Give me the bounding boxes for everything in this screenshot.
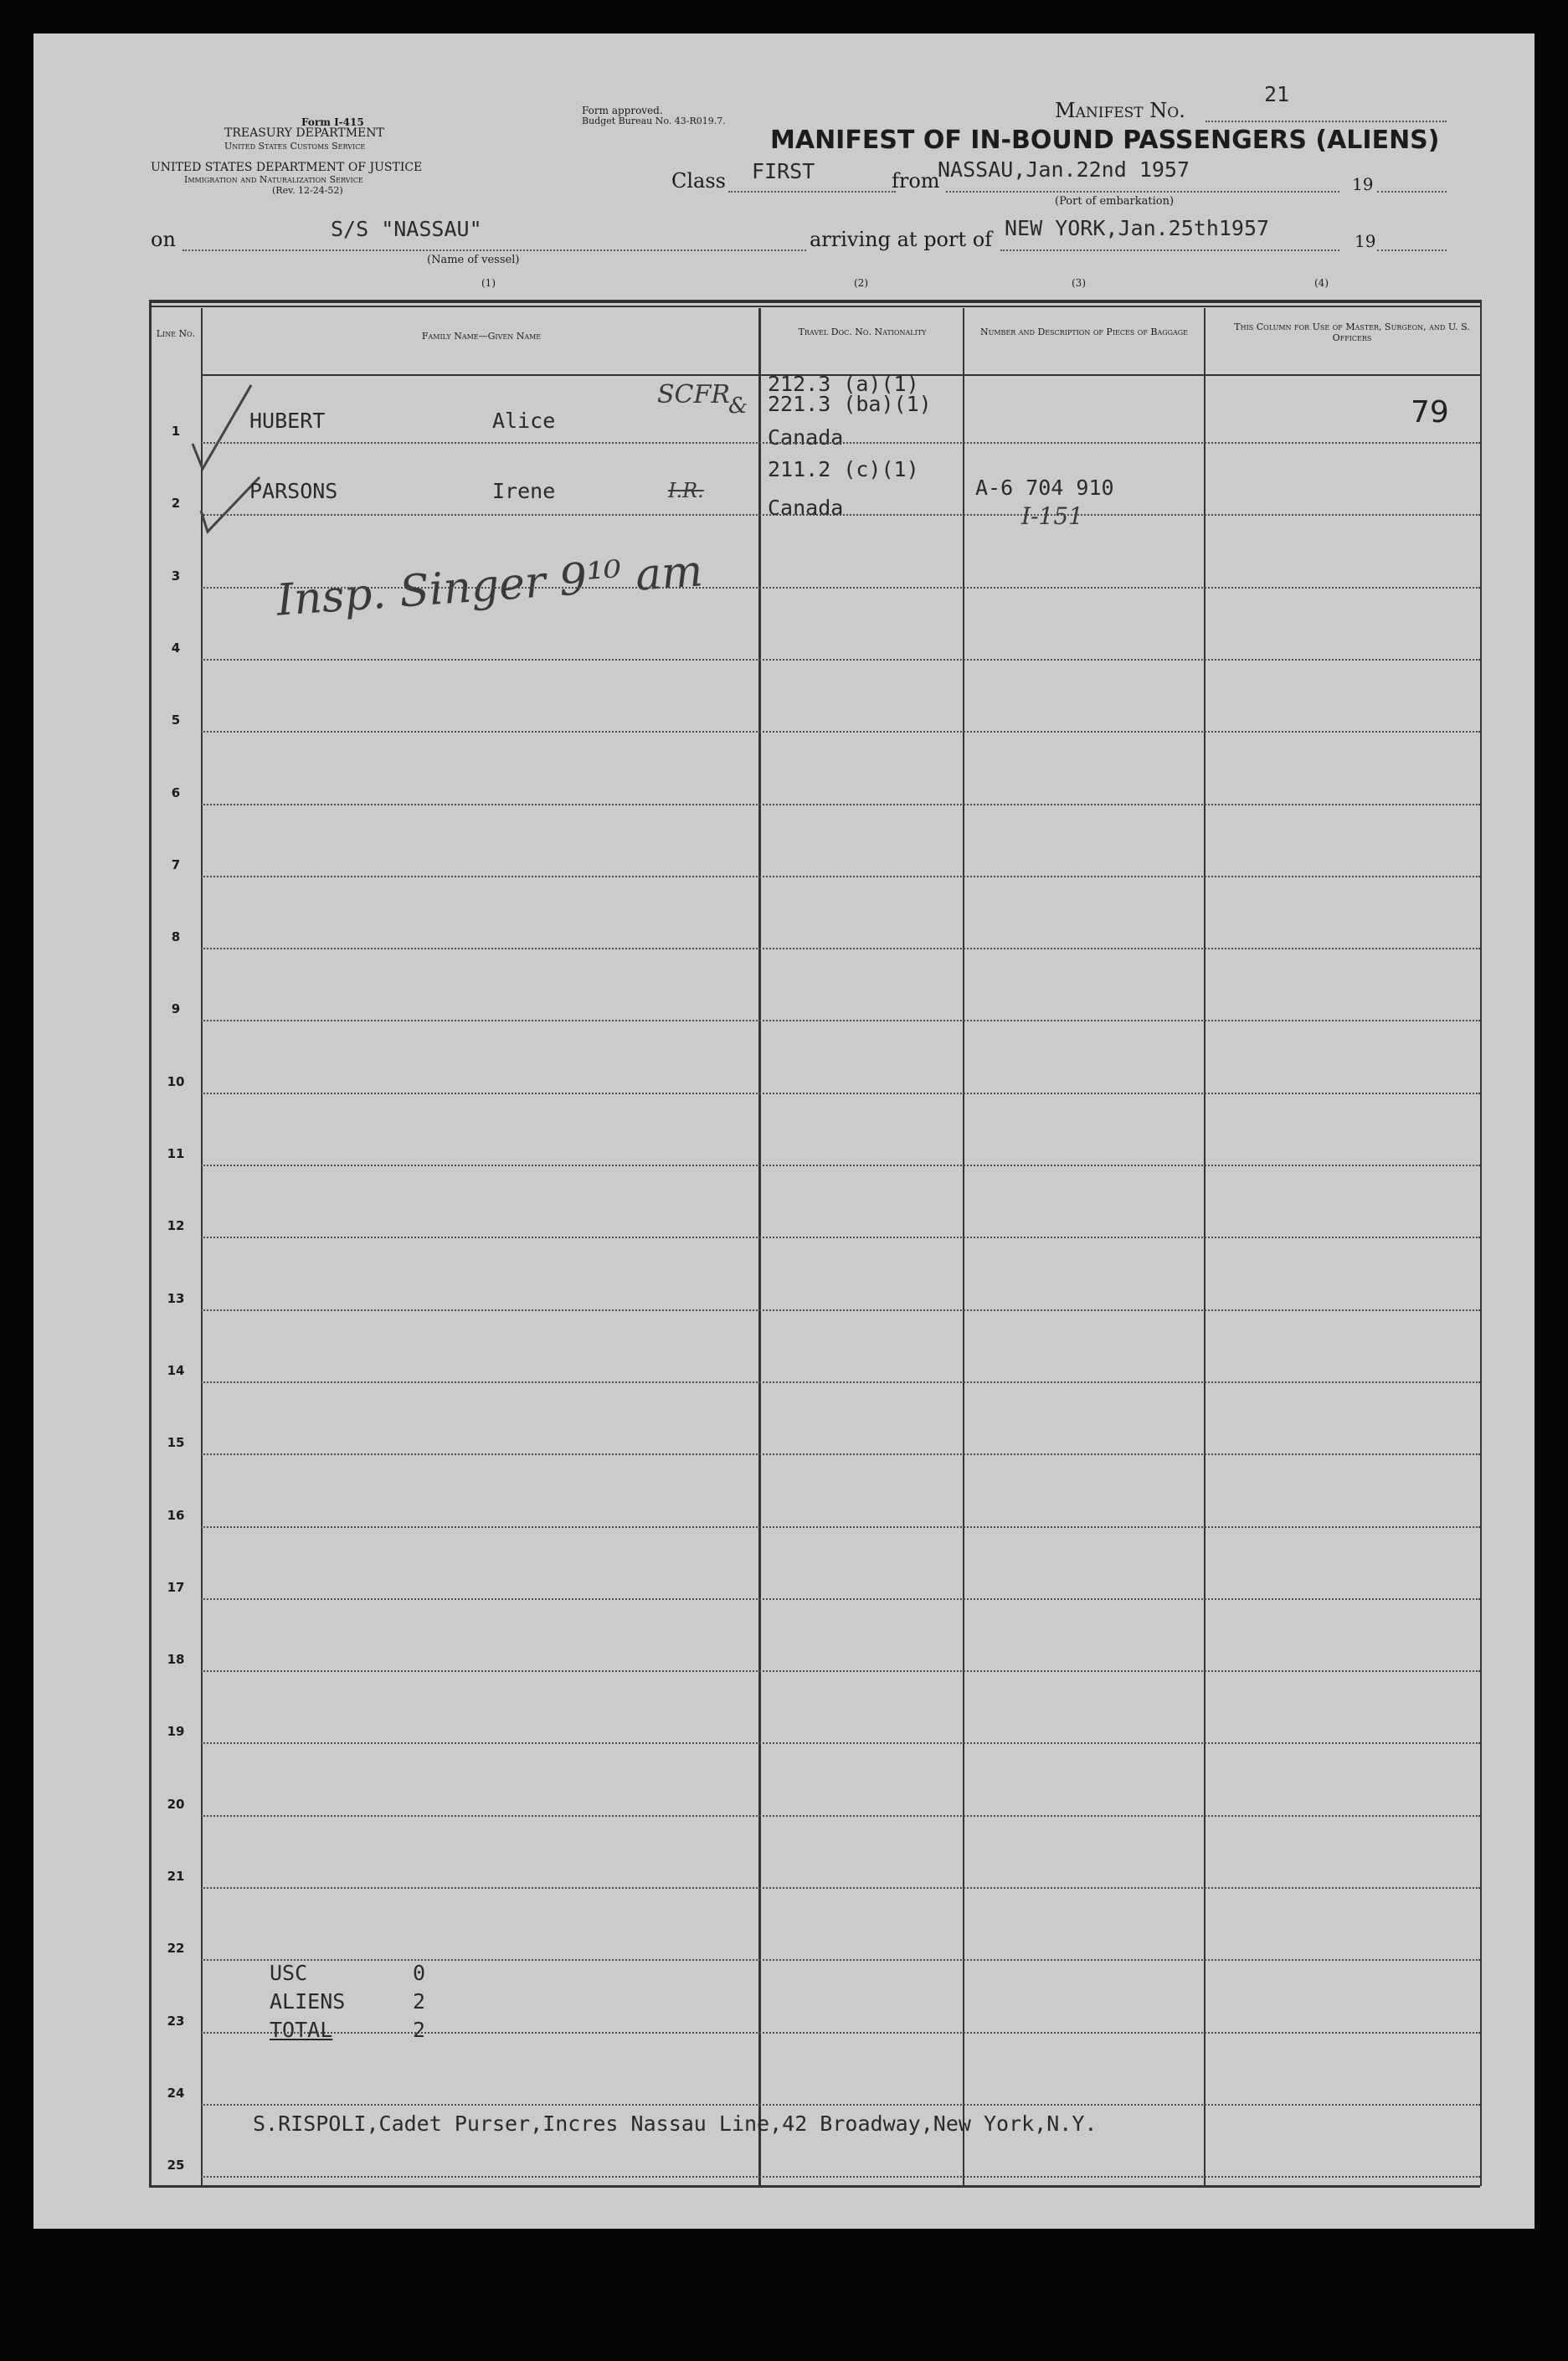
budget-bureau: Budget Bureau No. 43-R019.7.: [582, 116, 726, 126]
line-number: 15: [167, 1435, 185, 1450]
col-num-2: (2): [854, 277, 868, 289]
row-rule: [201, 2176, 1480, 2178]
total-total-value: 2: [413, 2018, 426, 2042]
row-rule: [201, 731, 1480, 733]
line-number: 19: [167, 1724, 185, 1739]
line-number: 25: [167, 2158, 185, 2173]
inspector-note: Insp. Singer 9¹⁰ am: [275, 546, 705, 626]
line-number: 6: [171, 785, 181, 800]
row-rule: [201, 587, 1480, 589]
ins-label: Immigration and Naturalization Service: [184, 174, 363, 185]
entry-2-struck-note: I.R.: [668, 479, 704, 502]
manifest-no-label: Manifest No.: [1055, 99, 1185, 122]
entry-2-given-name: Irene: [492, 479, 556, 503]
line-number: 7: [171, 857, 181, 872]
header-name: Family Name—Given Name: [421, 331, 542, 342]
line-number: 18: [167, 1652, 185, 1667]
manifest-no-value: 21: [1264, 82, 1290, 106]
row-rule: [201, 442, 1480, 444]
port-embarkation-caption: (Port of embarkation): [1055, 195, 1175, 208]
year-suffix-1: 19: [1352, 174, 1374, 194]
class-label: Class: [671, 169, 726, 193]
class-value: FIRST: [752, 159, 815, 183]
entry-2-doc-1: 211.2 (c)(1): [768, 457, 919, 481]
line-number: 12: [167, 1218, 185, 1233]
from-label: from: [892, 169, 940, 193]
col-num-1: (1): [481, 277, 496, 289]
line-number: 8: [171, 929, 181, 944]
total-usc-value: 0: [413, 1961, 426, 1985]
manifest-sheet: [33, 33, 1535, 2229]
entry-1-doc-1: 212.3 (a)(1): [768, 372, 919, 396]
entry-1-hand-note: SCFR: [657, 380, 730, 409]
line-number: 16: [167, 1508, 185, 1523]
total-aliens-label: ALIENS: [270, 1989, 346, 2014]
row-rule: [201, 1381, 1480, 1383]
header-travel-doc: Travel Doc. No. Nationality: [798, 327, 927, 337]
entry-2-nationality: Canada: [768, 496, 844, 520]
total-total-label: TOTAL: [270, 2018, 333, 2042]
row-rule: [201, 1020, 1480, 1021]
entry-1-given-name: Alice: [492, 409, 556, 433]
line-number: 22: [167, 1941, 185, 1956]
header-baggage: Number and Description of Pieces of Baggage: [979, 327, 1189, 337]
row-rule: [201, 804, 1480, 805]
col-num-4: (4): [1314, 277, 1329, 289]
line-number: 5: [171, 712, 181, 728]
line-number: 3: [171, 568, 181, 584]
row-rule: [201, 1093, 1480, 1094]
on-label: on: [151, 228, 176, 251]
row-rule: [201, 1453, 1480, 1455]
manifest-title: MANIFEST OF IN-BOUND PASSENGERS (ALIENS): [770, 126, 1440, 155]
line-number: 2: [171, 496, 181, 511]
arriving-label: arriving at port of: [810, 228, 993, 251]
row-rule: [201, 1815, 1480, 1817]
arrival-port-value: NEW YORK,Jan.25th1957: [1005, 216, 1270, 240]
embarkation-value: NASSAU,Jan.22nd 1957: [938, 157, 1190, 182]
treasury-label: TREASURY DEPARTMENT: [224, 126, 384, 140]
line-number: 14: [167, 1363, 185, 1378]
row-rule: [201, 948, 1480, 949]
row-rule: [201, 1165, 1480, 1166]
line-number: 10: [167, 1074, 185, 1089]
justice-label: UNITED STATES DEPARTMENT OF JUSTICE: [151, 161, 423, 174]
col-num-3: (3): [1072, 277, 1086, 289]
line-number: 17: [167, 1580, 185, 1595]
year-suffix-2: 19: [1355, 231, 1376, 251]
line-number: 21: [167, 1869, 185, 1884]
header-line-no: Line No.: [156, 328, 196, 339]
entry-1-family-name: HUBERT: [249, 409, 326, 433]
row-rule: [201, 876, 1480, 877]
line-number: 9: [171, 1001, 181, 1016]
customs-label: United States Customs Service: [224, 141, 366, 152]
entry-1-nationality: Canada: [768, 425, 844, 450]
line-number: 13: [167, 1291, 185, 1306]
header-officers: This Column for Use of Master, Surgeon, and U. S. Officers: [1234, 321, 1470, 343]
row-rule: [201, 1598, 1480, 1600]
line-number: 24: [167, 2086, 185, 2101]
entry-1-doc-2: 221.3 (ba)(1): [768, 392, 932, 416]
row-rule: [201, 2032, 1480, 2034]
vessel-caption: (Name of vessel): [427, 254, 520, 266]
vessel-name: S/S "NASSAU": [331, 217, 482, 241]
row-rule: [201, 1670, 1480, 1672]
entry-2-baggage: A-6 704 910: [975, 476, 1114, 500]
revision-label: (Rev. 12-24-52): [272, 185, 343, 196]
row-rule: [201, 659, 1480, 661]
entry-2-alien-registration: I-151: [1021, 502, 1083, 530]
row-rule: [201, 1309, 1480, 1311]
form-number: Form I-415: [301, 116, 364, 128]
entry-2-family-name: PARSONS: [249, 479, 338, 503]
line-number: 1: [171, 424, 181, 439]
entry-1-officer-number: 79: [1411, 395, 1449, 430]
row-rule: [201, 2104, 1480, 2106]
row-rule: [201, 1887, 1480, 1889]
row-rule: [201, 1237, 1480, 1238]
line-number: 20: [167, 1797, 185, 1812]
check-marks: [167, 352, 301, 569]
row-rule: [201, 1742, 1480, 1744]
line-number: 4: [171, 640, 181, 656]
row-rule: [201, 514, 1480, 516]
line-number: 23: [167, 2014, 185, 2029]
purser-signature: S.RISPOLI,Cadet Purser,Incres Nassau Line,42 Broadway,New York,N.Y.: [253, 2112, 1098, 2136]
form-approved: Form approved.: [582, 105, 663, 116]
entry-1-hand-amp: &: [728, 394, 748, 419]
total-aliens-value: 2: [413, 1989, 426, 2014]
row-rule: [201, 1526, 1480, 1528]
row-rule: [201, 1959, 1480, 1961]
total-usc-label: USC: [270, 1961, 308, 1985]
line-number: 11: [167, 1146, 185, 1161]
